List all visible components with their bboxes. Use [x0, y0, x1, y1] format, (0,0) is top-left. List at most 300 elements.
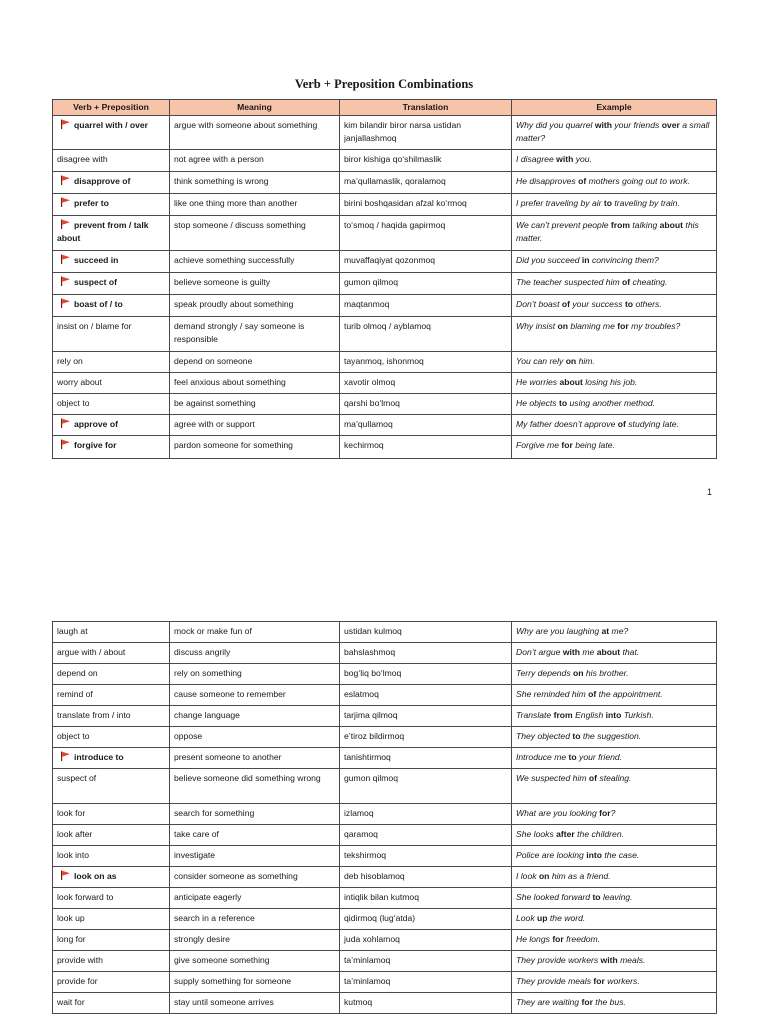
verb-preposition-text: provide with [57, 955, 103, 965]
example-text: They objected [516, 731, 573, 741]
example-preposition: about [596, 647, 621, 657]
verb-preposition-cell [53, 664, 170, 685]
verb-preposition-cell [53, 769, 170, 804]
example-cell [512, 251, 717, 273]
translation-cell: intiqlik bilan kutmoq [340, 888, 512, 909]
example-preposition: with [562, 647, 581, 657]
example-preposition: into [605, 710, 622, 720]
table-row [53, 951, 717, 972]
table-row [53, 373, 717, 394]
example-text: mothers going out to work. [586, 176, 690, 186]
table-row [53, 150, 717, 172]
example-preposition: on [557, 321, 569, 331]
example-text: meals. [617, 955, 646, 965]
table-row [53, 116, 717, 150]
red-flag-icon [60, 418, 71, 428]
meaning-cell: cause someone to remember [170, 685, 340, 706]
example-preposition: with [556, 154, 574, 164]
verb-preposition-text: object to [57, 731, 90, 741]
table-row [53, 727, 717, 748]
example-text: Did you succeed [516, 255, 582, 265]
example-text: that. [620, 647, 640, 657]
example-text: Police are looking [516, 850, 587, 860]
example-text: English [572, 710, 606, 720]
verb-preposition-cell [53, 706, 170, 727]
red-flag-icon [60, 276, 71, 286]
meaning-cell: not agree with a person [170, 150, 340, 172]
example-text: this matter. [516, 220, 699, 243]
example-text: She looked forward [516, 892, 593, 902]
verb-preposition-text: rely on [57, 356, 83, 366]
table-row [53, 867, 717, 888]
red-flag-icon [60, 439, 71, 449]
example-text: He disapproves [516, 176, 579, 186]
example-cell [512, 706, 717, 727]
example-text: him. [576, 356, 595, 366]
verb-preposition-cell [53, 643, 170, 664]
verb-preposition-text: worry about [57, 377, 102, 387]
verb-preposition-cell [53, 273, 170, 295]
meaning-cell: strongly desire [170, 930, 340, 951]
verb-preposition-text: suspect of [74, 277, 117, 287]
verb-preposition-cell [53, 972, 170, 993]
example-text: Terry depends [516, 668, 574, 678]
example-text: They provide workers [516, 955, 601, 965]
example-preposition: from [610, 220, 631, 230]
example-cell [512, 909, 717, 930]
translation-cell: ustidan kulmoq [340, 622, 512, 643]
example-preposition: to [624, 299, 634, 309]
example-text: Translate [516, 710, 554, 720]
example-cell [512, 622, 717, 643]
table-row [53, 706, 717, 727]
example-preposition: to [592, 892, 601, 902]
verb-preposition-cell [53, 727, 170, 748]
example-preposition: with [594, 120, 612, 130]
meaning-cell: change language [170, 706, 340, 727]
example-preposition: over [661, 120, 680, 130]
example-preposition: on [565, 356, 577, 366]
meaning-cell: discuss angrily [170, 643, 340, 664]
header-verb-preposition: Verb + Preposition [53, 100, 170, 116]
example-cell [512, 373, 717, 394]
example-text: a small matter? [516, 120, 710, 143]
translation-cell: e’tiroz bildirmoq [340, 727, 512, 748]
translation-cell: bog‘liq bo‘lmoq [340, 664, 512, 685]
meaning-cell: oppose [170, 727, 340, 748]
meaning-cell: rely on something [170, 664, 340, 685]
verb-preposition-cell [53, 685, 170, 706]
verb-preposition-cell [53, 172, 170, 194]
table-row [53, 804, 717, 825]
example-cell [512, 993, 717, 1014]
example-text: My father doesn’t approve [516, 419, 618, 429]
example-preposition: about [559, 377, 583, 387]
meaning-cell: think something is wrong [170, 172, 340, 194]
verb-preposition-text: look for [57, 808, 86, 818]
example-text: Turkish. [621, 710, 654, 720]
table-row [53, 216, 717, 251]
verb-preposition-cell [53, 295, 170, 317]
example-text: Forgive me [516, 440, 562, 450]
verb-preposition-table-2 [52, 621, 717, 1014]
example-text: your friends [612, 120, 662, 130]
verb-preposition-cell [53, 116, 170, 150]
translation-cell: izlamoq [340, 804, 512, 825]
example-cell [512, 727, 717, 748]
table-row [53, 993, 717, 1014]
example-preposition: at [601, 626, 610, 636]
translation-cell: ta’minlamoq [340, 972, 512, 993]
verb-preposition-text: introduce to [74, 752, 124, 762]
meaning-cell: search in a reference [170, 909, 340, 930]
example-preposition: of [588, 689, 597, 699]
example-text: me? [609, 626, 629, 636]
verb-preposition-text: laugh at [57, 626, 88, 636]
meaning-cell: present someone to another [170, 748, 340, 769]
example-preposition: with [600, 955, 618, 965]
translation-cell: kechirmoq [340, 436, 512, 459]
example-cell [512, 116, 717, 150]
example-text: He worries [516, 377, 560, 387]
verb-preposition-text: object to [57, 398, 90, 408]
example-text: leaving. [600, 892, 633, 902]
table-row [53, 415, 717, 436]
example-cell [512, 194, 717, 216]
verb-preposition-cell [53, 993, 170, 1014]
example-cell [512, 643, 717, 664]
verb-preposition-text: disagree with [57, 154, 108, 164]
table-row [53, 273, 717, 295]
meaning-cell: mock or make fun of [170, 622, 340, 643]
verb-preposition-cell [53, 951, 170, 972]
translation-cell: tanishtirmoq [340, 748, 512, 769]
verb-preposition-cell [53, 394, 170, 415]
example-cell [512, 273, 717, 295]
verb-preposition-cell [53, 909, 170, 930]
verb-preposition-cell [53, 867, 170, 888]
table-row [53, 295, 717, 317]
verb-preposition-cell [53, 888, 170, 909]
table-row [53, 888, 717, 909]
example-text: Don’t argue [516, 647, 563, 657]
translation-cell: kutmoq [340, 993, 512, 1014]
example-text: They provide meals [516, 976, 594, 986]
meaning-cell: demand strongly / say someone is responsible [170, 317, 340, 352]
example-text: you. [573, 154, 592, 164]
verb-preposition-text: succeed in [74, 255, 119, 265]
example-preposition: of [617, 419, 626, 429]
example-cell [512, 415, 717, 436]
table-row [53, 394, 717, 415]
verb-preposition-text: provide for [57, 976, 98, 986]
example-text: talking [630, 220, 660, 230]
verb-preposition-text: insist on / blame for [57, 321, 132, 331]
example-cell [512, 172, 717, 194]
verb-preposition-text: depend on [57, 668, 98, 678]
meaning-cell: agree with or support [170, 415, 340, 436]
example-text: the suggestion. [580, 731, 642, 741]
translation-cell: biror kishiga qo‘shilmaslik [340, 150, 512, 172]
example-preposition: of [561, 299, 570, 309]
red-flag-icon [60, 119, 71, 129]
translation-cell: maqtanmoq [340, 295, 512, 317]
meaning-cell: stay until someone arrives [170, 993, 340, 1014]
red-flag-icon [60, 298, 71, 308]
translation-cell: kim bilandir biror narsa ustidan janjallashmoq [340, 116, 512, 150]
example-preposition: after [556, 829, 575, 839]
verb-preposition-cell [53, 930, 170, 951]
example-text: She reminded him [516, 689, 589, 699]
verb-preposition-text: prevent from / talk about [57, 220, 149, 243]
example-preposition: for [561, 440, 573, 450]
example-cell [512, 394, 717, 415]
translation-cell: ta’minlamoq [340, 951, 512, 972]
example-preposition: for [593, 976, 605, 986]
example-text: him as a friend. [549, 871, 611, 881]
red-flag-icon [60, 175, 71, 185]
translation-cell: ma’qullamoq [340, 415, 512, 436]
translation-cell: deb hisoblamoq [340, 867, 512, 888]
meaning-cell: depend on someone [170, 352, 340, 373]
red-flag-icon [60, 197, 71, 207]
meaning-cell: like one thing more than another [170, 194, 340, 216]
verb-preposition-text: look up [57, 913, 85, 923]
table-row [53, 972, 717, 993]
verb-preposition-cell [53, 251, 170, 273]
table-row [53, 748, 717, 769]
example-text: stealing. [597, 773, 632, 783]
table-row [53, 846, 717, 867]
example-preposition: to [603, 198, 613, 208]
verb-preposition-cell [53, 622, 170, 643]
example-text: I look [516, 871, 539, 881]
header-translation: Translation [340, 100, 512, 116]
translation-cell: muvaffaqiyat qozonmoq [340, 251, 512, 273]
meaning-cell: believe someone is guilty [170, 273, 340, 295]
translation-cell: qarshi bo‘lmoq [340, 394, 512, 415]
verb-preposition-text: disapprove of [74, 176, 131, 186]
example-text: workers. [604, 976, 640, 986]
verb-preposition-text: argue with / about [57, 647, 126, 657]
verb-preposition-text: look into [57, 850, 90, 860]
example-text: We suspected him [516, 773, 589, 783]
meaning-cell: achieve something successfully [170, 251, 340, 273]
example-text: ? [610, 808, 616, 818]
verb-preposition-cell [53, 216, 170, 251]
table-row [53, 317, 717, 352]
translation-cell: tekshirmoq [340, 846, 512, 867]
page-title: Verb + Preposition Combinations [294, 77, 474, 91]
example-preposition: to [559, 398, 568, 408]
example-text: The teacher suspected him [516, 277, 623, 287]
table-row [53, 769, 717, 804]
example-cell [512, 769, 717, 804]
translation-cell: bahslashmoq [340, 643, 512, 664]
verb-preposition-text: boast of / to [74, 299, 123, 309]
example-text: Why are you laughing [516, 626, 602, 636]
example-preposition: on [538, 871, 550, 881]
verb-preposition-text: look forward to [57, 892, 114, 902]
example-text: You can rely [516, 356, 566, 366]
example-cell [512, 930, 717, 951]
example-cell [512, 150, 717, 172]
translation-cell: eslatmoq [340, 685, 512, 706]
example-cell [512, 664, 717, 685]
example-cell [512, 846, 717, 867]
verb-preposition-text: translate from / into [57, 710, 131, 720]
verb-preposition-cell [53, 825, 170, 846]
table-row [53, 930, 717, 951]
example-preposition: for [599, 808, 611, 818]
page-number: 1 [707, 487, 713, 497]
example-text: studying late. [625, 419, 679, 429]
example-cell [512, 436, 717, 459]
table-header-row [53, 100, 717, 116]
example-text: I prefer traveling by air [516, 198, 604, 208]
verb-preposition-text: long for [57, 934, 86, 944]
verb-preposition-text: remind of [57, 689, 93, 699]
example-preposition: of [588, 773, 598, 783]
table-row [53, 251, 717, 273]
verb-preposition-text: quarrel with / over [74, 120, 149, 130]
table-row [53, 172, 717, 194]
example-text: Look [516, 913, 538, 923]
translation-cell: qaramoq [340, 825, 512, 846]
example-text: traveling by train. [612, 198, 680, 208]
example-text: your success [570, 299, 625, 309]
header-meaning: Meaning [170, 100, 340, 116]
meaning-cell: speak proudly about something [170, 295, 340, 317]
example-text: me [580, 647, 597, 657]
example-cell [512, 352, 717, 373]
example-preposition: for [581, 997, 593, 1007]
table-row [53, 352, 717, 373]
example-text: using another method. [567, 398, 656, 408]
example-preposition: to [568, 752, 577, 762]
verb-preposition-cell [53, 804, 170, 825]
meaning-cell: stop someone / discuss something [170, 216, 340, 251]
meaning-cell: search for something [170, 804, 340, 825]
example-preposition: on [573, 668, 584, 678]
verb-preposition-cell [53, 415, 170, 436]
example-text: Don’t boast [516, 299, 562, 309]
example-text: cheating. [630, 277, 668, 287]
translation-cell: turib olmoq / ayblamoq [340, 317, 512, 352]
meaning-cell: investigate [170, 846, 340, 867]
translation-cell: ma’qullamaslik, qoralamoq [340, 172, 512, 194]
example-cell [512, 317, 717, 352]
example-text: They are waiting [516, 997, 582, 1007]
example-text: losing his job. [582, 377, 638, 387]
translation-cell: birini boshqasidan afzal ko‘rmoq [340, 194, 512, 216]
red-flag-icon [60, 751, 71, 761]
example-text: the children. [574, 829, 624, 839]
verb-preposition-text: prefer to [74, 198, 109, 208]
example-cell [512, 748, 717, 769]
example-text: the word. [547, 913, 586, 923]
translation-cell: xavotir olmoq [340, 373, 512, 394]
example-cell [512, 867, 717, 888]
red-flag-icon [60, 870, 71, 880]
meaning-cell: consider someone as something [170, 867, 340, 888]
example-text: others. [633, 299, 662, 309]
example-text: convincing them? [589, 255, 659, 265]
table-row [53, 194, 717, 216]
example-cell [512, 804, 717, 825]
example-text: She looks [516, 829, 557, 839]
meaning-cell: be against something [170, 394, 340, 415]
example-preposition: for [617, 321, 629, 331]
verb-preposition-cell [53, 194, 170, 216]
verb-preposition-cell [53, 373, 170, 394]
verb-preposition-text: approve of [74, 419, 118, 429]
meaning-cell: anticipate eagerly [170, 888, 340, 909]
meaning-cell: argue with someone about something [170, 116, 340, 150]
example-preposition: up [537, 913, 548, 923]
meaning-cell: take care of [170, 825, 340, 846]
table-row [53, 664, 717, 685]
example-text: Why insist [516, 321, 558, 331]
example-cell [512, 972, 717, 993]
translation-cell: gumon qilmoq [340, 769, 512, 804]
example-preposition: into [586, 850, 602, 860]
example-text: He objects [516, 398, 559, 408]
example-text: Introduce me [516, 752, 569, 762]
example-text: We can’t prevent people [516, 220, 611, 230]
example-text: his brother. [583, 668, 629, 678]
verb-preposition-cell [53, 352, 170, 373]
example-preposition: from [553, 710, 573, 720]
example-preposition: to [572, 731, 581, 741]
example-text: I disagree [516, 154, 557, 164]
verb-preposition-table-1 [52, 99, 717, 459]
table-row [53, 622, 717, 643]
verb-preposition-cell [53, 317, 170, 352]
table-row [53, 685, 717, 706]
translation-cell: qidirmoq (lug‘atda) [340, 909, 512, 930]
example-preposition: for [552, 934, 564, 944]
example-cell [512, 825, 717, 846]
example-text: your friend. [576, 752, 623, 762]
translation-cell: gumon qilmoq [340, 273, 512, 295]
example-text: He longs [516, 934, 553, 944]
example-cell [512, 951, 717, 972]
example-text: What are you looking [516, 808, 600, 818]
meaning-cell: supply something for someone [170, 972, 340, 993]
example-text: the appointment. [596, 689, 663, 699]
meaning-cell: believe someone did something wrong [170, 769, 340, 804]
translation-cell: to‘smoq / haqida gapirmoq [340, 216, 512, 251]
example-text: the bus. [592, 997, 626, 1007]
verb-preposition-text: suspect of [57, 773, 97, 783]
example-text: the case. [601, 850, 640, 860]
verb-preposition-text: look on as [74, 871, 117, 881]
example-text: freedom. [563, 934, 601, 944]
header-example: Example [512, 100, 717, 116]
example-preposition: of [578, 176, 587, 186]
verb-preposition-cell [53, 436, 170, 459]
example-cell [512, 888, 717, 909]
example-cell [512, 216, 717, 251]
translation-cell: tayanmoq, ishonmoq [340, 352, 512, 373]
verb-preposition-cell [53, 846, 170, 867]
verb-preposition-text: wait for [57, 997, 85, 1007]
table-row [53, 643, 717, 664]
table-row [53, 436, 717, 459]
example-text: being late. [572, 440, 615, 450]
translation-cell: juda xohlamoq [340, 930, 512, 951]
